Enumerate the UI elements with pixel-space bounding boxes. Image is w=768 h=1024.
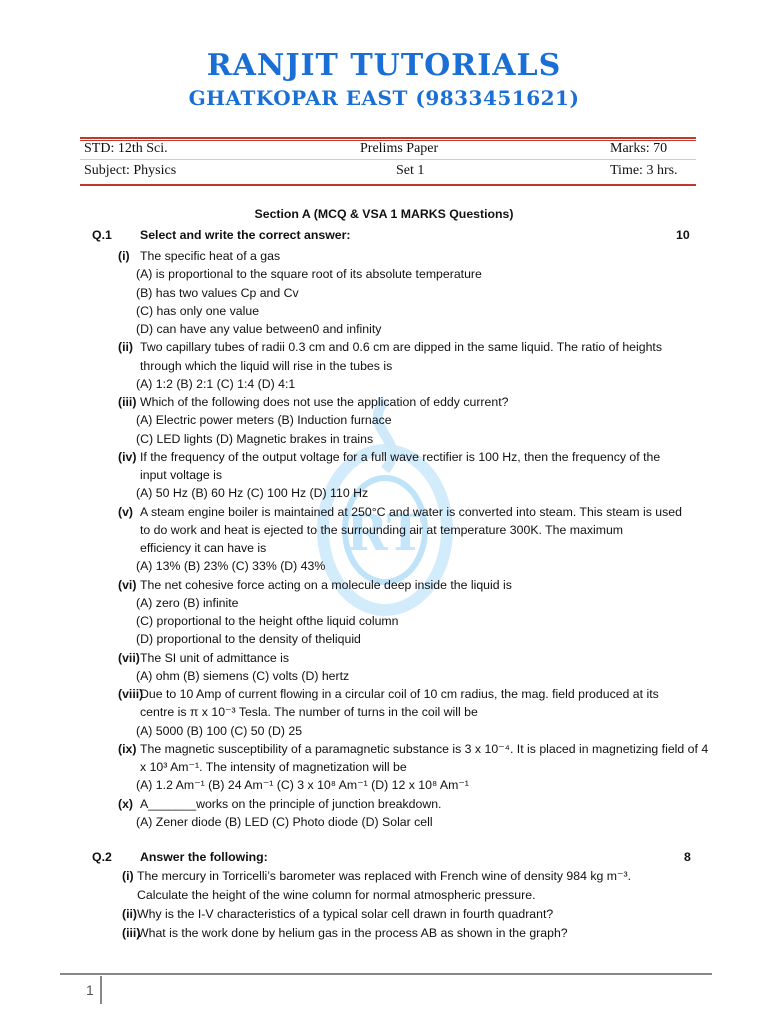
q1-item-text: to do work and heat is ejected to the surrounding air at temperature 300K. The maximum <box>140 522 624 537</box>
q1-item-text: x 10³ Am⁻¹. The intensity of magnetization will be <box>140 760 407 774</box>
q1-item-option: (B) has two values Cp and Cv <box>136 285 299 300</box>
marks-label: Marks: 70 <box>610 141 668 156</box>
paper-label: Prelims Paper <box>360 141 439 156</box>
q1-item-number: (ii) <box>118 340 134 355</box>
institute-address: GHATKOPAR EAST (9833451621) <box>188 86 580 110</box>
q1-item-option: (A) Electric power meters (B) Induction furnace <box>136 413 392 428</box>
set-label: Set 1 <box>396 163 425 178</box>
svg-text:RT: RT <box>346 503 424 562</box>
q1-item-text: Due to 10 Amp of current flowing in a circular coil of 10 cm radius, the mag. field produced at its <box>140 687 659 701</box>
q1-item-text: If the frequency of the output voltage for a full wave rectifier is 100 Hz, then the frequency of the <box>140 449 661 464</box>
q1-item-text: input voltage is <box>140 468 223 482</box>
q1-item-number: (ix) <box>118 741 137 756</box>
q1-item-text: Two capillary tubes of radii 0.3 cm and 0.6 cm are dipped in the same liquid. The ratio of heights <box>140 340 662 355</box>
q1-item-number: (vii) <box>118 650 140 665</box>
q1-item-text: A steam engine boiler is maintained at 250°C and water is converted into steam. This steam is used <box>140 504 682 519</box>
q1-item-option: (D) proportional to the density of theliquid <box>136 632 361 647</box>
q1-item-option: (A) 1.2 Am⁻¹ (B) 24 Am⁻¹ (C) 3 x 10⁸ Am⁻¹ (D) 12 x 10⁸ Am⁻¹ <box>136 778 469 793</box>
q1-item-number: (v) <box>118 504 134 519</box>
q2-item-text: What is the work done by helium gas in the process AB as shown in the graph? <box>137 926 568 940</box>
q1-item-text: through which the liquid will rise in the tubes is <box>140 358 393 373</box>
q2-marks: 8 <box>684 850 691 864</box>
header-top-rule <box>80 137 696 139</box>
q2-item-number: (i) <box>122 869 134 883</box>
q1-item-text: The net cohesive force acting on a molecule deep inside the liquid is <box>140 577 512 592</box>
std-label: STD: 12th Sci. <box>84 141 168 156</box>
page-number-divider <box>100 976 102 1004</box>
q1-item-option: (A) 13% (B) 23% (C) 33% (D) 43% <box>136 559 326 574</box>
header-divider <box>80 159 696 160</box>
q1-item-option: (C) LED lights (D) Magnetic brakes in trains <box>136 431 374 446</box>
q1-item-option: (A) 50 Hz (B) 60 Hz (C) 100 Hz (D) 110 Hz <box>136 486 369 501</box>
header-bottom-rule <box>80 184 696 186</box>
q2-item-text: The mercury in Torricelli’s barometer was replaced with French wine of density 984 kg m⁻³. <box>137 869 632 883</box>
q1-item-option: (A) is proportional to the square root of its absolute temperature <box>136 267 482 282</box>
q1-item-number: (vi) <box>118 577 137 592</box>
q1-item-number: (iv) <box>118 449 137 464</box>
q2-item-number: (ii) <box>122 907 138 921</box>
q1-item-text: The magnetic susceptibility of a paramagnetic substance is 3 x 10⁻⁴. It is placed in magnetizing field of 4 <box>140 741 709 756</box>
q1-item-text: efficiency it can have is <box>140 541 267 555</box>
q2-item-number: (iii) <box>122 926 141 940</box>
q1-item-option: (A) zero (B) infinite <box>136 595 239 610</box>
q1-item-text: The SI unit of admittance is <box>140 650 290 665</box>
subject-label: Subject: Physics <box>84 163 177 178</box>
institute-name: RANJIT TUTORIALS <box>206 48 562 83</box>
q1-item-number: (x) <box>118 796 134 811</box>
q1-item-option: (D) can have any value between0 and infinity <box>136 322 382 336</box>
footer-rule <box>60 973 712 975</box>
q1-item-option: (A) ohm (B) siemens (C) volts (D) hertz <box>136 668 350 683</box>
q1-item-text: centre is π x 10⁻³ Tesla. The number of turns in the coil will be <box>140 705 478 720</box>
q2-title: Answer the following: <box>140 850 268 864</box>
q1-item-option: (C) has only one value <box>136 303 260 318</box>
q1-marks: 10 <box>676 228 690 242</box>
section-title: Section A (MCQ & VSA 1 MARKS Questions) <box>254 207 514 221</box>
q1-item-text: Which of the following does not use the application of eddy current? <box>140 395 509 409</box>
q1-number: Q.1 <box>92 228 112 242</box>
q2-item-text: Why is the I-V characteristics of a typical solar cell drawn in fourth quadrant? <box>137 907 554 921</box>
q2-number: Q.2 <box>92 850 112 864</box>
page-number: 1 <box>86 982 94 998</box>
q1-item-option: (C) proportional to the height ofthe liquid column <box>136 614 399 628</box>
q1-item-number: (i) <box>118 249 130 263</box>
q2-item-text: Calculate the height of the wine column for normal atmospheric pressure. <box>137 888 536 902</box>
q1-title: Select and write the correct answer: <box>140 228 351 242</box>
q1-item-number: (iii) <box>118 395 137 409</box>
q1-item-option: (A) Zener diode (B) LED (C) Photo diode (D) Solar cell <box>136 814 433 829</box>
time-label: Time: 3 hrs. <box>610 163 678 178</box>
q1-item-option: (A) 5000 (B) 100 (C) 50 (D) 25 <box>136 723 303 738</box>
q1-item-text: A_______works on the principle of junction breakdown. <box>140 796 442 811</box>
q1-item-option: (A) 1:2 (B) 2:1 (C) 1:4 (D) 4:1 <box>136 376 296 391</box>
q1-item-text: The specific heat of a gas <box>140 249 281 263</box>
q1-item-number: (viii) <box>118 687 144 701</box>
